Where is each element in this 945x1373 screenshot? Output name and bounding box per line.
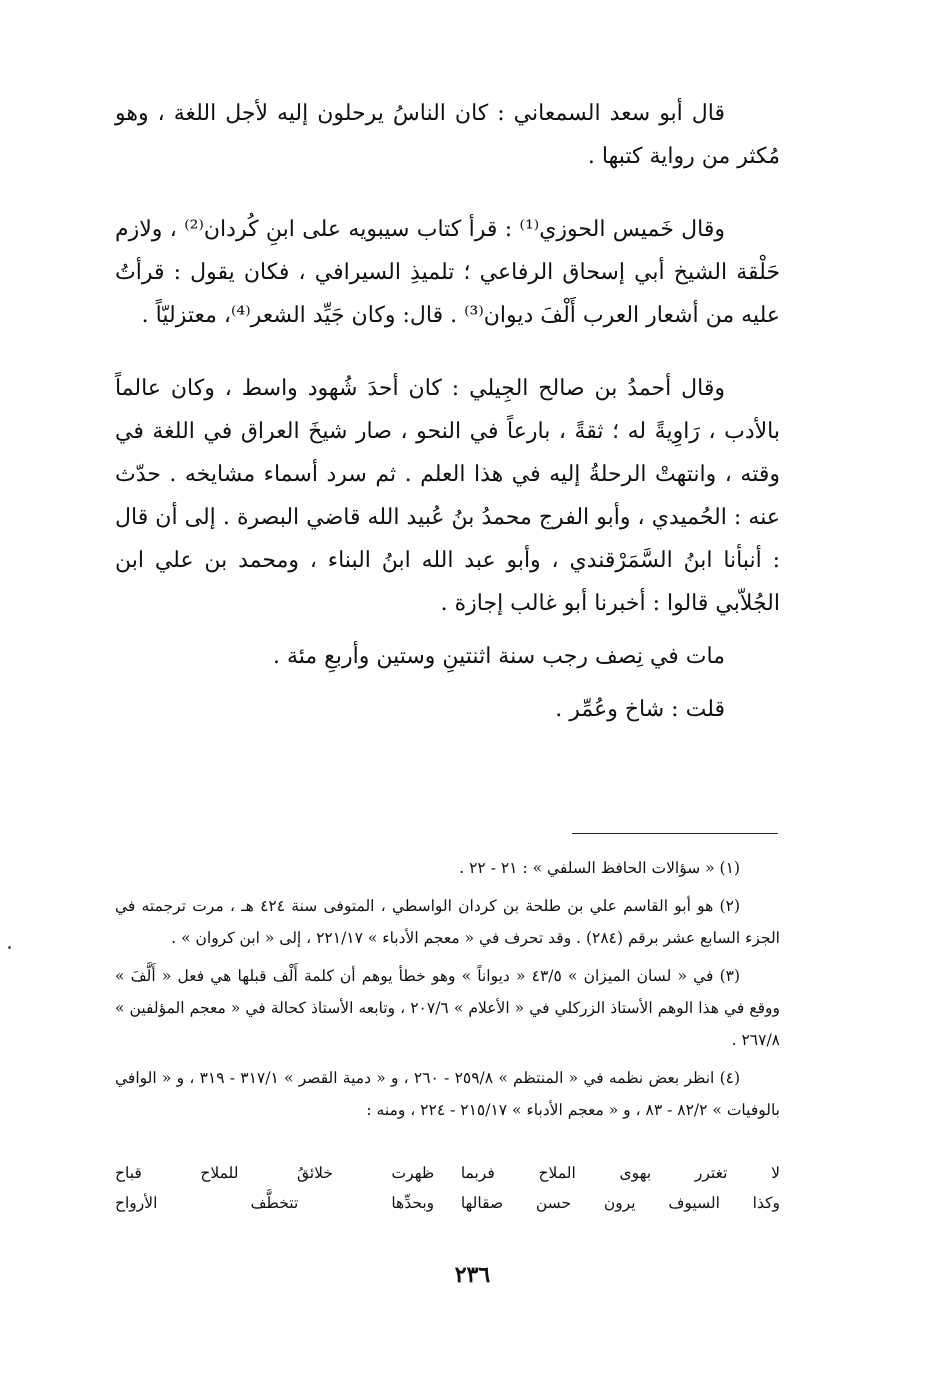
footnote-4: (٤) انظر بعض نظمه في « المنتظم » ٢٥٩/٨ - ٢٦٠ ، و « دمية القصر » ٣١٧/١ - ٣١٩ ، و « الوافي بالوفيات » ٨٢/٢ - ٨٣ ، و « معجم الأدباء » ٢١٥/١٧ - ٢٢٤ ، ومنه : xyxy=(115,1069,780,1119)
paragraph-comment: قلت : شاخ وعُمِّر . xyxy=(555,697,725,722)
page-number: ٢٣٦ xyxy=(454,1262,491,1288)
paragraph-death: مات في نِصف رجب سنة اثنتينِ وستين وأربعِ مئة . xyxy=(272,644,725,669)
margin-mark xyxy=(8,946,11,949)
poem-verse xyxy=(115,1188,780,1218)
verse-first-hemistich: لا تغترر بهوى الملاح فربما xyxy=(460,1164,780,1182)
paragraph-samani: قال أبو سعد السمعاني : كان الناسُ يرحلون إليه لأجل اللغة ، وهو مُكثر من رواية كتبها . xyxy=(115,101,780,169)
paragraph-khamis: وقال خَميس الحوزي⁽¹⁾ : قرأ كتاب سيبويه على ابنِ كُردان⁽²⁾ ، ولازم حَلْقة الشيخ أبي إسحاق الرفاعي ؛ تلميذِ السيرافي ، فكان يقول : قرأتُ عليه من أشعار العرب أَلْفَ ديوان⁽³⁾ . قال: وكان جَيِّد الشعر⁽⁴⁾، معتزليّاً . xyxy=(115,217,780,328)
verse-second-hemistich: وبحدِّها تتخطَّف الأرواح xyxy=(115,1194,435,1212)
main-text xyxy=(115,92,780,731)
paragraph-jili: وقال أحمدُ بن صالح الجِيلي : كان أحدَ شُهود واسط ، وكان عالماً بالأدب ، رَاوِيةً له ؛ ثقةً ، بارعاً في النحو ، صار شيخَ العراق في اللغة في وقته ، وانتهتْ الرحلةُ إليه في هذا العلم . ثم سرد أسماء مشايخه . حدّث عنه : الحُميدي ، وأبو الفرج محمدُ بنُ عُبيد الله قاضي البصرة . إلى أن قال : أنبأنا ابنُ السَّمَرْقندي ، وأبو عبد الله ابنُ البناء ، ومحمد بن علي ابن الجُلاّبي قالوا : أخبرنا أبو غالب إجازة . xyxy=(115,376,780,616)
poem xyxy=(115,1158,780,1218)
footnote-2: (٢) هو أبو القاسم علي بن طلحة بن كردان الواسطي ، المتوفى سنة ٤٢٤ هـ ، مرت ترجمته في الجزء السابع عشر برقم (٢٨٤) . وقد تحرف في « معجم الأدباء » ٢٢١/١٧ ، إلى « ابن كروان » . xyxy=(115,897,780,947)
footnotes xyxy=(115,852,780,1132)
footnote-3: (٣) في « لسان الميزان » ٤٣/٥ « ديواناً » وهو خطأ يوهم أن كلمة أَلْف قبلها هي فعل « أَلَّفَ » ووقع في هذا الوهم الأستاذ الزركلي في « الأعلام » ٢٠٧/٦ ، وتابعه الأستاذ كحالة في « معجم المؤلفين » ٢٦٧/٨ . xyxy=(115,967,780,1049)
verse-first-hemistich: وكذا السيوف يرون حسن صقالها xyxy=(460,1194,780,1212)
verse-second-hemistich: ظهرت خلائقُ للملاح قباح xyxy=(115,1164,435,1182)
footnote-separator xyxy=(572,833,778,834)
poem-verse xyxy=(115,1158,780,1188)
footnote-1: (١) « سؤالات الحافظ السلفي » : ٢١ - ٢٢ . xyxy=(459,859,740,877)
